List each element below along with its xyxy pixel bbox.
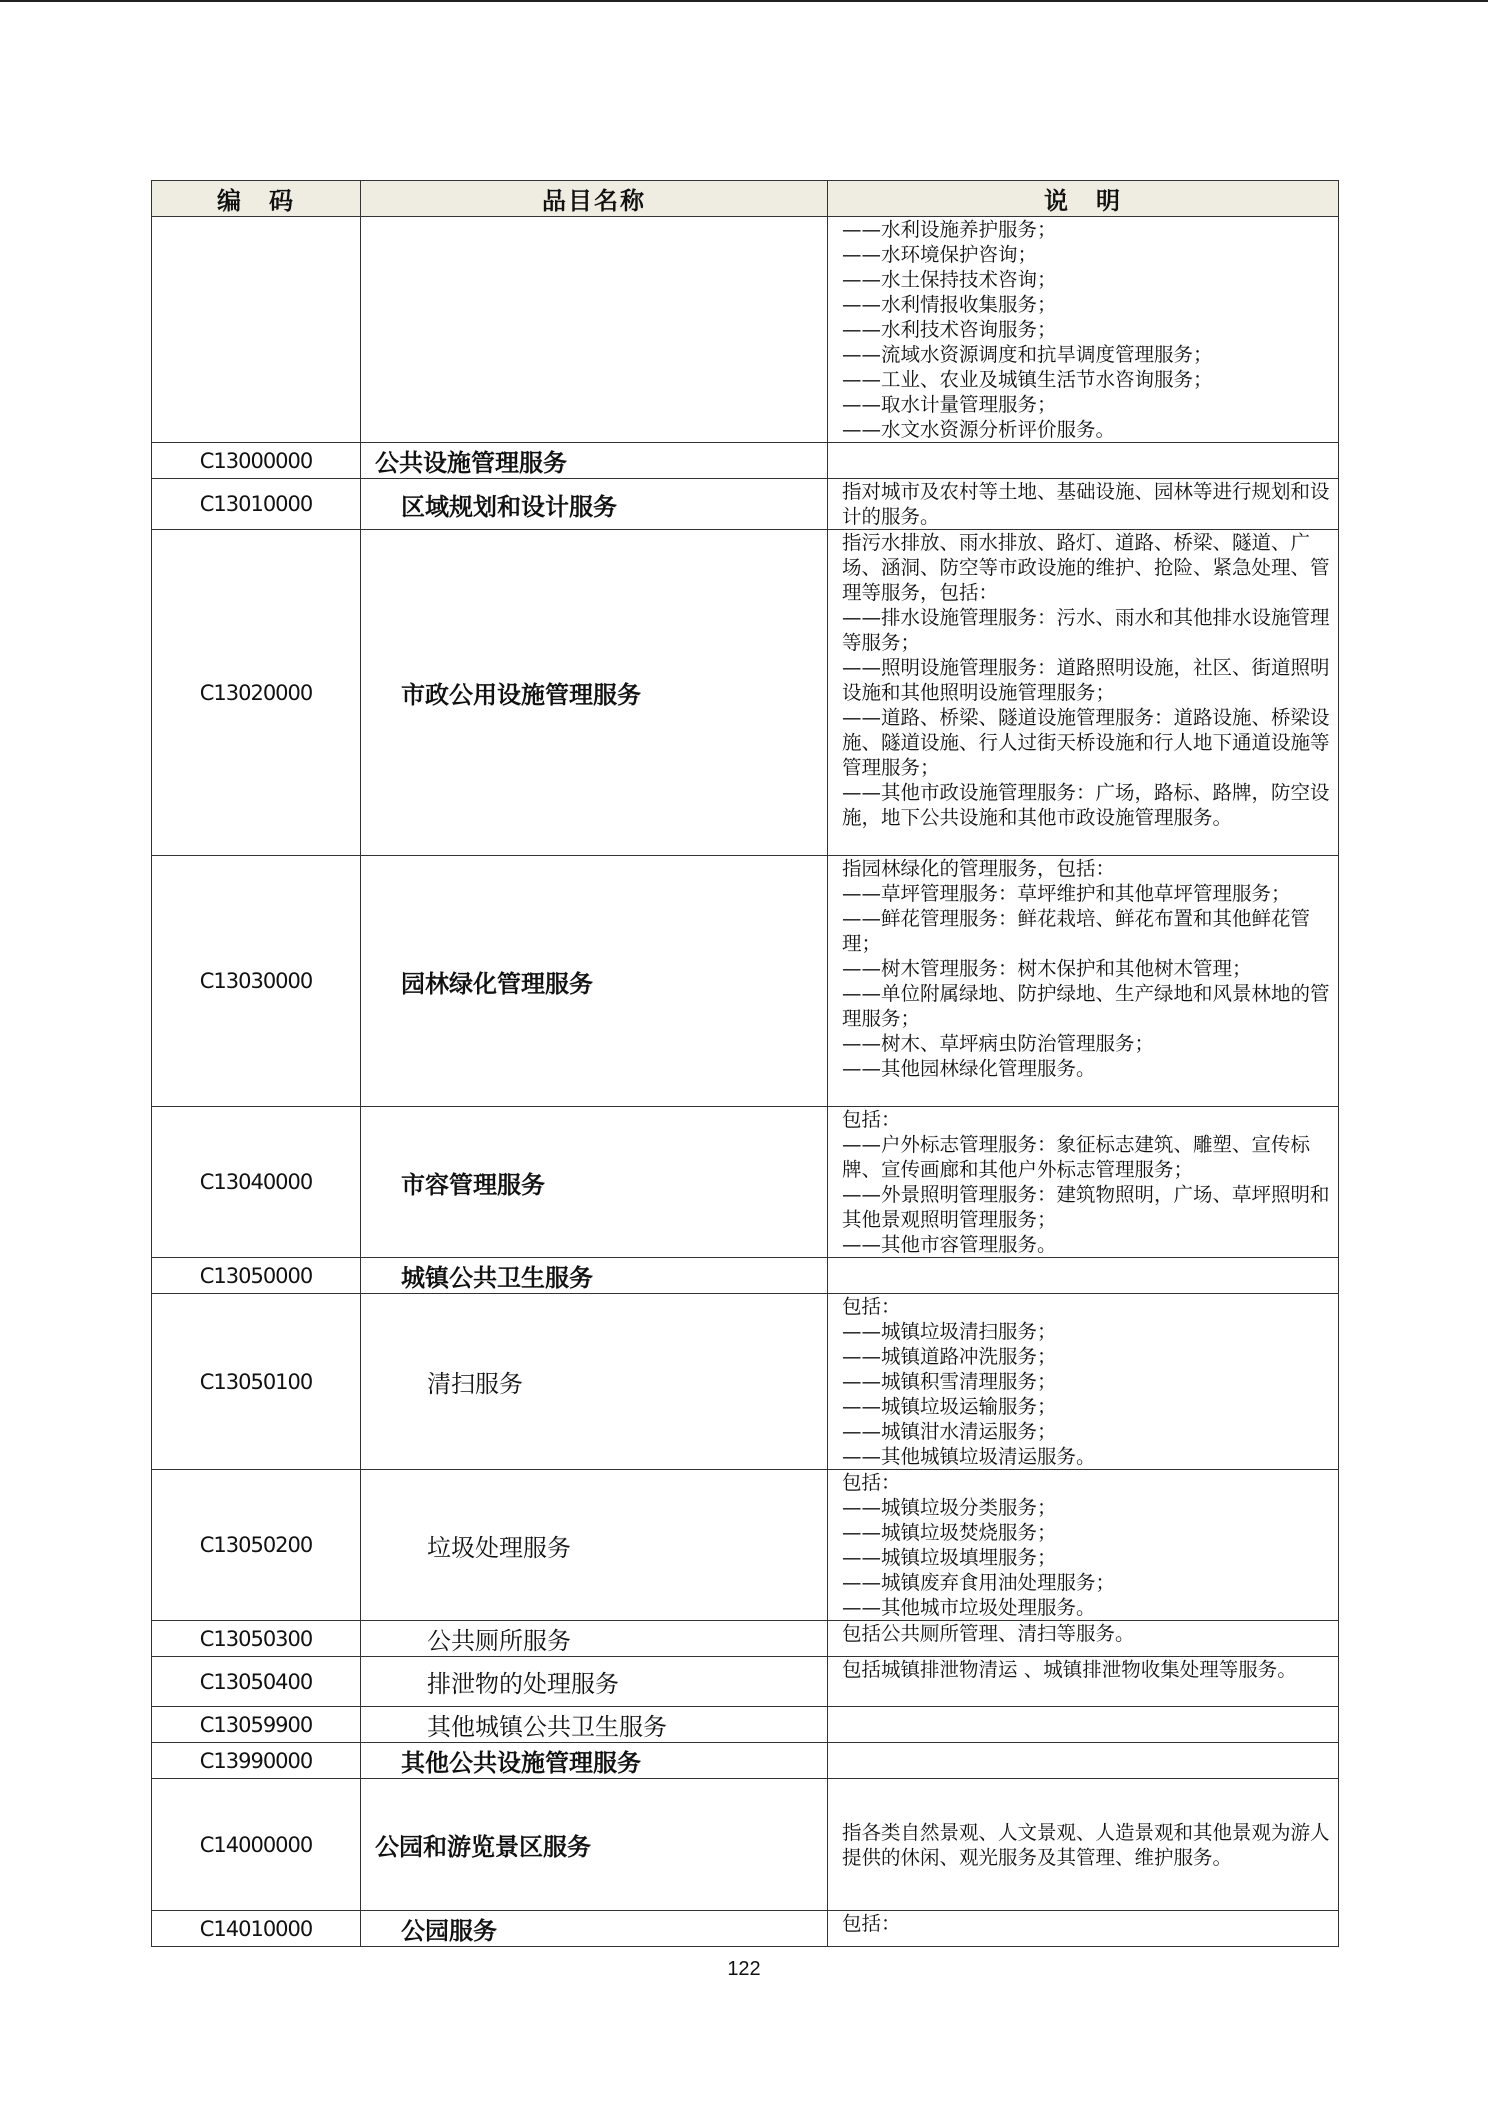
row-description: [828, 1707, 1339, 1743]
description-line: ——流域水资源调度和抗旱调度管理服务；: [842, 343, 1213, 366]
table-row: [152, 1707, 1339, 1743]
description-line: ——草坪管理服务：草坪维护和其他草坪管理服务；: [842, 882, 1291, 905]
row-code: C13030000: [152, 856, 361, 1107]
row-description: [828, 1294, 1339, 1470]
description-line: ——其他城镇垃圾清运服务。: [842, 1445, 1096, 1468]
row-item-name: 清扫服务: [427, 1370, 523, 1398]
description-line: ——城镇垃圾分类服务；: [842, 1496, 1057, 1519]
description-line: ——工业、农业及城镇生活节水咨询服务；: [842, 368, 1213, 391]
row-item-name-cell: [361, 1911, 828, 1947]
description-line: 指各类自然景观、人文景观、人造景观和其他景观为游人提供的休闲、观光服务及其管理、维护服务。: [842, 1820, 1330, 1869]
row-code: C13000000: [152, 443, 361, 479]
row-code: C13020000: [152, 530, 361, 856]
page-number: 122: [727, 1958, 761, 1980]
row-code: C13010000: [152, 479, 361, 530]
table-header-row: [152, 181, 1339, 217]
row-item-name-cell: [361, 443, 828, 479]
description-line: ——鲜花管理服务：鲜花栽培、鲜花布置和其他鲜花管理；: [842, 907, 1311, 955]
row-item-name: 公园和游览景区服务: [375, 1833, 591, 1861]
description-line: ——城镇积雪清理服务；: [842, 1370, 1057, 1393]
description-line: ——其他城市垃圾处理服务。: [842, 1596, 1096, 1619]
description-line: ——取水计量管理服务；: [842, 393, 1057, 416]
row-item-name: 其他城镇公共卫生服务: [427, 1713, 667, 1741]
description-line: ——单位附属绿地、防护绿地、生产绿地和风景林地的管理服务；: [842, 982, 1330, 1030]
row-code: C13050300: [152, 1621, 361, 1657]
description-line: ——城镇垃圾填埋服务；: [842, 1546, 1057, 1569]
description-line: ——水利技术咨询服务；: [842, 318, 1057, 341]
description-line: 包括：: [842, 1108, 901, 1131]
row-item-name-cell: [361, 1707, 828, 1743]
description-line: 指污水排放、雨水排放、路灯、道路、桥梁、隧道、广场、涵洞、防空等市政设施的维护、抢险、紧急处理、管理等服务，包括：: [842, 531, 1330, 604]
description-line: ——排水设施管理服务：污水、雨水和其他排水设施管理等服务；: [842, 606, 1330, 654]
description-line: ——城镇垃圾焚烧服务；: [842, 1521, 1057, 1544]
description-line: ——城镇废弃食用油处理服务；: [842, 1571, 1116, 1594]
table-row: [152, 856, 1339, 1107]
description-line: ——道路、桥梁、隧道设施管理服务：道路设施、桥梁设施、隧道设施、行人过街天桥设施和行人地下通道设施等管理服务；: [842, 706, 1330, 779]
row-code: C13050200: [152, 1470, 361, 1621]
row-item-name: 市容管理服务: [401, 1170, 545, 1199]
table-row: [152, 1621, 1339, 1657]
row-item-name-cell: [361, 1743, 828, 1779]
table-row: [152, 1743, 1339, 1779]
row-item-name-cell: [361, 1470, 828, 1621]
row-code: C14000000: [152, 1779, 361, 1911]
row-item-name-cell: [361, 479, 828, 530]
row-description: [828, 1621, 1339, 1657]
row-description: [828, 1107, 1339, 1258]
description-line: 包括公共厕所管理、清扫等服务。: [842, 1622, 1135, 1645]
header-desc: 说 明: [828, 181, 1339, 217]
description-line: ——其他市政设施管理服务：广场，路标、路牌，防空设施，地下公共设施和其他市政设施管理服务。: [842, 781, 1330, 829]
description-line: ——水文水资源分析评价服务。: [842, 418, 1116, 441]
row-item-name: 区域规划和设计服务: [401, 492, 617, 521]
row-item-name: 排泄物的处理服务: [427, 1670, 619, 1698]
description-line: 指园林绿化的管理服务，包括：: [842, 857, 1116, 880]
table-row: [152, 1294, 1339, 1470]
row-item-name-cell: [361, 217, 828, 443]
row-item-name: 市政公用设施管理服务: [401, 681, 641, 709]
catalog-table-container: [151, 180, 1338, 1947]
row-code: C13050000: [152, 1258, 361, 1294]
table-row: [152, 217, 1339, 443]
description-line: ——城镇垃圾清扫服务；: [842, 1320, 1057, 1343]
row-code: C13059900: [152, 1707, 361, 1743]
row-item-name: 园林绿化管理服务: [401, 969, 593, 998]
row-code: [152, 217, 361, 443]
header-name: 品目名称: [361, 181, 828, 217]
table-row: [152, 1911, 1339, 1947]
description-line: 包括城镇排泄物清运 、城镇排泄物收集处理等服务。: [842, 1658, 1297, 1681]
description-line: ——树木管理服务：树木保护和其他树木管理；: [842, 957, 1252, 980]
row-description: [828, 1779, 1339, 1911]
row-item-name-cell: [361, 530, 828, 856]
description-line: ——水利设施养护服务；: [842, 218, 1057, 241]
row-item-name-cell: [361, 856, 828, 1107]
row-item-name: 城镇公共卫生服务: [401, 1264, 593, 1292]
description-line: ——城镇泔水清运服务；: [842, 1420, 1057, 1443]
row-item-name: 垃圾处理服务: [427, 1533, 571, 1562]
row-description: [828, 1470, 1339, 1621]
description-line: 包括：: [842, 1295, 901, 1318]
table-row: [152, 479, 1339, 530]
row-item-name-cell: [361, 1258, 828, 1294]
row-item-name-cell: [361, 1107, 828, 1258]
row-item-name-cell: [361, 1621, 828, 1657]
row-description: [828, 1258, 1339, 1294]
description-line: ——树木、草坪病虫防治管理服务；: [842, 1032, 1155, 1055]
header-code: 编 码: [152, 181, 361, 217]
description-line: 指对城市及农村等土地、基础设施、园林等进行规划和设计的服务。: [842, 480, 1330, 528]
row-description: [828, 479, 1339, 530]
row-item-name: 其他公共设施管理服务: [401, 1749, 641, 1777]
row-code: C13990000: [152, 1743, 361, 1779]
row-item-name-cell: [361, 1657, 828, 1707]
description-line: 包括：: [842, 1471, 901, 1494]
description-line: ——照明设施管理服务：道路照明设施，社区、街道照明设施和其他照明设施管理服务；: [842, 656, 1330, 704]
table-row: [152, 1779, 1339, 1911]
row-code: C14010000: [152, 1911, 361, 1947]
description-line: ——户外标志管理服务：象征标志建筑、雕塑、宣传标牌、宣传画廊和其他户外标志管理服务；: [842, 1133, 1311, 1181]
description-line: ——城镇道路冲洗服务；: [842, 1345, 1057, 1368]
description-line: ——水土保持技术咨询；: [842, 268, 1057, 291]
table-row: [152, 1107, 1339, 1258]
row-description: [828, 217, 1339, 443]
row-code: C13050100: [152, 1294, 361, 1470]
table-row: [152, 1470, 1339, 1621]
row-code: C13050400: [152, 1657, 361, 1707]
row-item-name: 公共厕所服务: [427, 1627, 571, 1655]
top-border-line: [0, 0, 1488, 2]
row-description: [828, 1911, 1339, 1947]
table-row: [152, 1657, 1339, 1707]
row-item-name: 公共设施管理服务: [375, 449, 567, 477]
description-line: ——水利情报收集服务；: [842, 293, 1057, 316]
row-description: [828, 1743, 1339, 1779]
description-line: ——其他园林绿化管理服务。: [842, 1057, 1096, 1080]
table-row: [152, 443, 1339, 479]
description-line: ——水环境保护咨询；: [842, 243, 1038, 266]
table-body: [152, 217, 1339, 1947]
catalog-table: [151, 180, 1339, 1947]
description-line: ——其他市容管理服务。: [842, 1233, 1057, 1256]
description-line: 包括：: [842, 1912, 901, 1935]
row-item-name-cell: [361, 1294, 828, 1470]
row-description: [828, 530, 1339, 856]
row-code: C13040000: [152, 1107, 361, 1258]
description-line: ——外景照明管理服务：建筑物照明，广场、草坪照明和其他景观照明管理服务；: [842, 1183, 1330, 1231]
row-item-name-cell: [361, 1779, 828, 1911]
row-description: [828, 856, 1339, 1107]
row-description: [828, 1657, 1339, 1707]
row-item-name: 公园服务: [401, 1917, 497, 1945]
table-row: [152, 1258, 1339, 1294]
description-line: ——城镇垃圾运输服务；: [842, 1395, 1057, 1418]
row-description: [828, 443, 1339, 479]
table-row: [152, 530, 1339, 856]
